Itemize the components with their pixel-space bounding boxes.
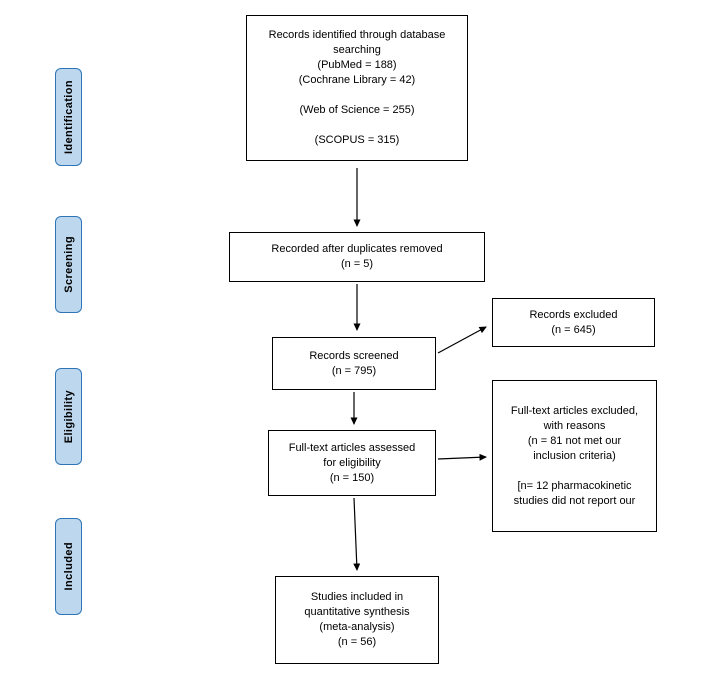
box-line: (PubMed = 188) xyxy=(317,59,397,71)
box-line: Full-text articles excluded, xyxy=(510,404,639,417)
stage-label-text: Eligibility xyxy=(62,389,75,444)
box-line: (Web of Science = 255) xyxy=(299,104,415,116)
box-line: (n = 81 not met our xyxy=(527,434,622,447)
box-line: inclusion criteria) xyxy=(533,449,616,462)
box-line: studies did not report our xyxy=(513,494,636,507)
box-line: (n = 150) xyxy=(329,471,375,484)
stage-label-text: Identification xyxy=(62,79,75,155)
box-line: Records identified through database xyxy=(268,29,446,41)
box-records-identified xyxy=(246,15,468,161)
stage-label-eligibility xyxy=(55,368,82,465)
box-line: searching xyxy=(333,44,381,56)
box-line: quantitative synthesis xyxy=(304,606,410,618)
stage-label-screening xyxy=(55,216,82,313)
box-duplicates-removed xyxy=(229,232,485,282)
box-line: Records excluded xyxy=(529,308,618,321)
box-studies-included xyxy=(275,576,439,664)
box-fulltext-assessed xyxy=(268,430,436,496)
box-line: Records screened xyxy=(309,349,399,362)
arrow-fulltext-to-excluded xyxy=(438,457,486,459)
box-line: (SCOPUS = 315) xyxy=(314,134,400,146)
stage-label-included xyxy=(55,518,82,615)
box-records-screened xyxy=(272,337,436,390)
box-line: (n = 795) xyxy=(331,364,377,377)
arrow-screened-to-excluded xyxy=(438,327,486,353)
stage-label-text: Included xyxy=(62,542,75,591)
box-line: (n = 56) xyxy=(337,636,377,648)
stage-label-text: Screening xyxy=(62,236,75,293)
box-records-excluded xyxy=(492,298,655,347)
box-line: Full-text articles assessed xyxy=(288,441,416,454)
box-line: (meta-analysis) xyxy=(319,621,395,633)
box-line xyxy=(499,464,650,479)
box-line: Recorded after duplicates removed xyxy=(271,243,443,255)
box-line: (n = 645) xyxy=(551,323,596,336)
box-line: (n = 5) xyxy=(340,258,374,270)
stage-label-identification xyxy=(55,68,82,166)
box-line xyxy=(253,118,461,133)
box-fulltext-excluded xyxy=(492,380,657,532)
box-line: (Cochrane Library = 42) xyxy=(298,74,416,86)
box-line: for eligibility xyxy=(323,456,381,469)
box-line xyxy=(253,88,461,103)
box-line: with reasons xyxy=(543,419,606,432)
arrow-fulltext-to-included xyxy=(354,498,357,570)
box-line: [n= 12 pharmacokinetic xyxy=(517,479,632,492)
box-line: Studies included in xyxy=(310,591,404,603)
